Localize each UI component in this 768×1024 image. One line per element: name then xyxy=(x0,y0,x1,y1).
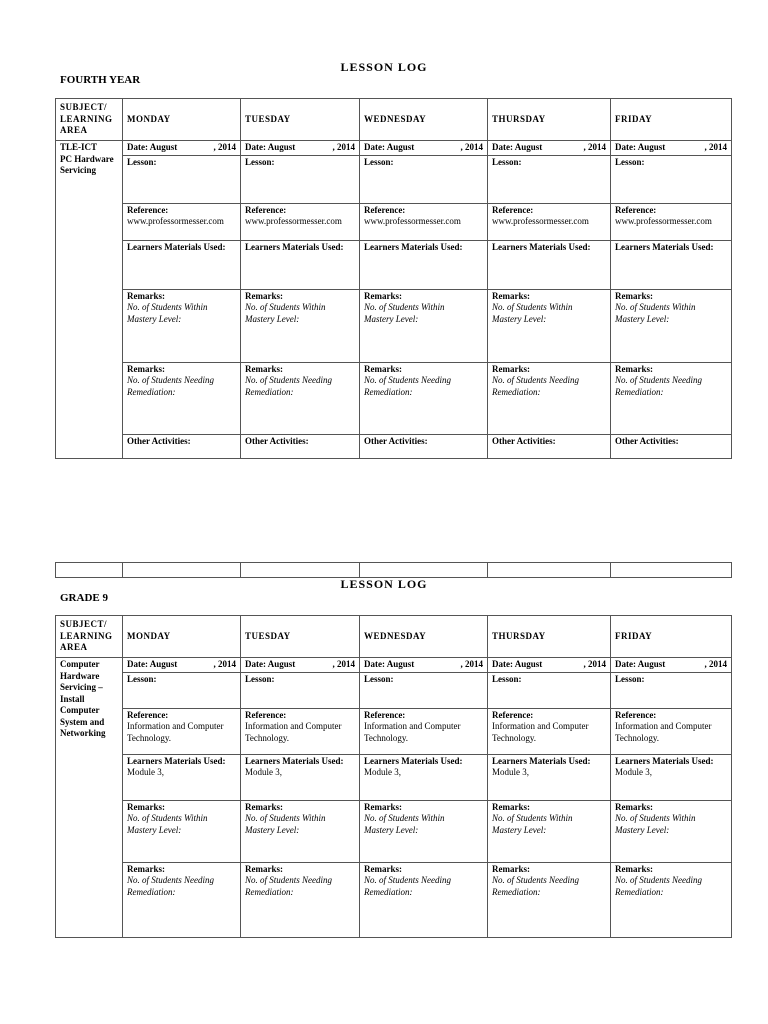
reference-cell[interactable]: Reference: Information and Computer Technology. xyxy=(241,708,360,754)
mastery-remarks-cell[interactable]: Remarks: No. of Students Within Mastery Level: xyxy=(611,289,732,362)
day-header-friday: FRIDAY xyxy=(611,616,732,658)
remediation-remarks-cell[interactable]: Remarks: No. of Students Needing Remediation: xyxy=(123,362,241,434)
remediation-remarks-row xyxy=(56,862,732,937)
materials-row xyxy=(56,754,732,800)
day-header-wednesday: WEDNESDAY xyxy=(360,99,488,141)
empty-cell xyxy=(56,563,123,578)
mastery-remarks-row xyxy=(56,800,732,862)
day-header-monday: MONDAY xyxy=(123,99,241,141)
empty-cell xyxy=(360,563,488,578)
mastery-remarks-cell[interactable]: Remarks: No. of Students Within Mastery Level: xyxy=(611,800,732,862)
date-cell[interactable]: Date: August , 2014 xyxy=(241,141,360,156)
lesson-cell[interactable]: Lesson: xyxy=(360,672,488,708)
materials-cell[interactable]: Learners Materials Used: xyxy=(241,240,360,289)
date-cell[interactable]: Date: August , 2014 xyxy=(123,141,241,156)
remediation-remarks-cell[interactable]: Remarks: No. of Students Needing Remediation: xyxy=(241,862,360,937)
subject-area-header: SUBJECT/ LEARNING AREA xyxy=(56,616,123,658)
mastery-remarks-cell[interactable]: Remarks: No. of Students Within Mastery Level: xyxy=(360,800,488,862)
reference-cell[interactable]: Reference: www.professormesser.com xyxy=(241,203,360,240)
day-header-friday: FRIDAY xyxy=(611,99,732,141)
empty-cell xyxy=(123,563,241,578)
date-cell[interactable]: Date: August , 2014 xyxy=(241,658,360,673)
reference-row xyxy=(56,708,732,754)
date-row xyxy=(56,141,732,156)
other-activities-cell[interactable]: Other Activities: xyxy=(360,434,488,458)
mastery-remarks-row xyxy=(56,289,732,362)
date-cell[interactable]: Date: August , 2014 xyxy=(488,141,611,156)
empty-cell xyxy=(241,563,360,578)
log2-title: LESSON LOG xyxy=(340,577,428,591)
day-header-wednesday: WEDNESDAY xyxy=(360,616,488,658)
mastery-remarks-cell[interactable]: Remarks: No. of Students Within Mastery Level: xyxy=(488,289,611,362)
remediation-remarks-cell[interactable]: Remarks: No. of Students Needing Remediation: xyxy=(360,362,488,434)
lesson-cell[interactable]: Lesson: xyxy=(611,155,732,203)
mastery-remarks-cell[interactable]: Remarks: No. of Students Within Mastery Level: xyxy=(488,800,611,862)
reference-cell[interactable]: Reference: www.professormesser.com xyxy=(123,203,241,240)
log1-year-label: FOURTH YEAR xyxy=(60,74,141,86)
reference-cell[interactable]: Reference: Information and Computer Technology. xyxy=(123,708,241,754)
lesson-cell[interactable]: Lesson: xyxy=(611,672,732,708)
remediation-remarks-cell[interactable]: Remarks: No. of Students Needing Remediation: xyxy=(488,862,611,937)
mastery-remarks-cell[interactable]: Remarks: No. of Students Within Mastery Level: xyxy=(360,289,488,362)
day-header-tuesday: TUESDAY xyxy=(241,616,360,658)
date-cell[interactable]: Date: August , 2014 xyxy=(611,658,732,673)
other-activities-row xyxy=(56,434,732,458)
subject-area-header: SUBJECT/ LEARNING AREA xyxy=(56,99,123,141)
materials-cell[interactable]: Learners Materials Used: Module 3, xyxy=(360,754,488,800)
lesson-cell[interactable]: Lesson: xyxy=(360,155,488,203)
date-cell[interactable]: Date: August , 2014 xyxy=(123,658,241,673)
remediation-remarks-cell[interactable]: Remarks: No. of Students Needing Remediation: xyxy=(123,862,241,937)
empty-table-strip xyxy=(55,562,732,578)
date-cell[interactable]: Date: August , 2014 xyxy=(360,658,488,673)
other-activities-cell[interactable]: Other Activities: xyxy=(488,434,611,458)
reference-cell[interactable]: Reference: Information and Computer Technology. xyxy=(360,708,488,754)
materials-row xyxy=(56,240,732,289)
lesson-row xyxy=(56,672,732,708)
mastery-remarks-cell[interactable]: Remarks: No. of Students Within Mastery Level: xyxy=(123,289,241,362)
reference-cell[interactable]: Reference: Information and Computer Technology. xyxy=(611,708,732,754)
mastery-remarks-cell[interactable]: Remarks: No. of Students Within Mastery Level: xyxy=(123,800,241,862)
lesson-cell[interactable]: Lesson: xyxy=(488,672,611,708)
lesson-log-table-grade-9 xyxy=(55,615,732,938)
reference-cell[interactable]: Reference: Information and Computer Technology. xyxy=(488,708,611,754)
date-cell[interactable]: Date: August , 2014 xyxy=(611,141,732,156)
reference-cell[interactable]: Reference: www.professormesser.com xyxy=(611,203,732,240)
materials-cell[interactable]: Learners Materials Used: Module 3, xyxy=(241,754,360,800)
mastery-remarks-cell[interactable]: Remarks: No. of Students Within Mastery Level: xyxy=(241,800,360,862)
remediation-remarks-cell[interactable]: Remarks: No. of Students Needing Remediation: xyxy=(360,862,488,937)
lesson-cell[interactable]: Lesson: xyxy=(241,155,360,203)
mastery-remarks-cell[interactable]: Remarks: No. of Students Within Mastery Level: xyxy=(241,289,360,362)
subject-cell: Computer Hardware Servicing – Install Computer System and Networking xyxy=(56,658,123,938)
remediation-remarks-cell[interactable]: Remarks: No. of Students Needing Remediation: xyxy=(611,362,732,434)
materials-cell[interactable]: Learners Materials Used: Module 3, xyxy=(123,754,241,800)
remediation-remarks-cell[interactable]: Remarks: No. of Students Needing Remediation: xyxy=(611,862,732,937)
log2-year-label: GRADE 9 xyxy=(60,592,108,604)
materials-cell[interactable]: Learners Materials Used: xyxy=(611,240,732,289)
date-cell[interactable]: Date: August , 2014 xyxy=(360,141,488,156)
day-header-tuesday: TUESDAY xyxy=(241,99,360,141)
lesson-cell[interactable]: Lesson: xyxy=(241,672,360,708)
materials-cell[interactable]: Learners Materials Used: xyxy=(360,240,488,289)
materials-cell[interactable]: Learners Materials Used: Module 3, xyxy=(611,754,732,800)
reference-cell[interactable]: Reference: www.professormesser.com xyxy=(488,203,611,240)
reference-cell[interactable]: Reference: www.professormesser.com xyxy=(360,203,488,240)
empty-cell xyxy=(611,563,732,578)
lesson-log-table-fourth-year xyxy=(55,98,732,459)
empty-cell xyxy=(488,563,611,578)
day-header-thursday: THURSDAY xyxy=(488,99,611,141)
lesson-cell[interactable]: Lesson: xyxy=(123,672,241,708)
remediation-remarks-cell[interactable]: Remarks: No. of Students Needing Remediation: xyxy=(241,362,360,434)
day-header-thursday: THURSDAY xyxy=(488,616,611,658)
other-activities-cell[interactable]: Other Activities: xyxy=(123,434,241,458)
remediation-remarks-row xyxy=(56,362,732,434)
day-header-monday: MONDAY xyxy=(123,616,241,658)
lesson-row xyxy=(56,155,732,203)
subject-cell: TLE-ICT PC Hardware Servicing xyxy=(56,141,123,459)
remediation-remarks-cell[interactable]: Remarks: No. of Students Needing Remediation: xyxy=(488,362,611,434)
materials-cell[interactable]: Learners Materials Used: xyxy=(488,240,611,289)
date-cell[interactable]: Date: August , 2014 xyxy=(488,658,611,673)
other-activities-cell[interactable]: Other Activities: xyxy=(241,434,360,458)
lesson-cell[interactable]: Lesson: xyxy=(123,155,241,203)
reference-row xyxy=(56,203,732,240)
materials-cell[interactable]: Learners Materials Used: Module 3, xyxy=(488,754,611,800)
materials-cell[interactable]: Learners Materials Used: xyxy=(123,240,241,289)
date-row xyxy=(56,658,732,673)
other-activities-cell[interactable]: Other Activities: xyxy=(611,434,732,458)
lesson-cell[interactable]: Lesson: xyxy=(488,155,611,203)
log1-title: LESSON LOG xyxy=(340,60,428,74)
